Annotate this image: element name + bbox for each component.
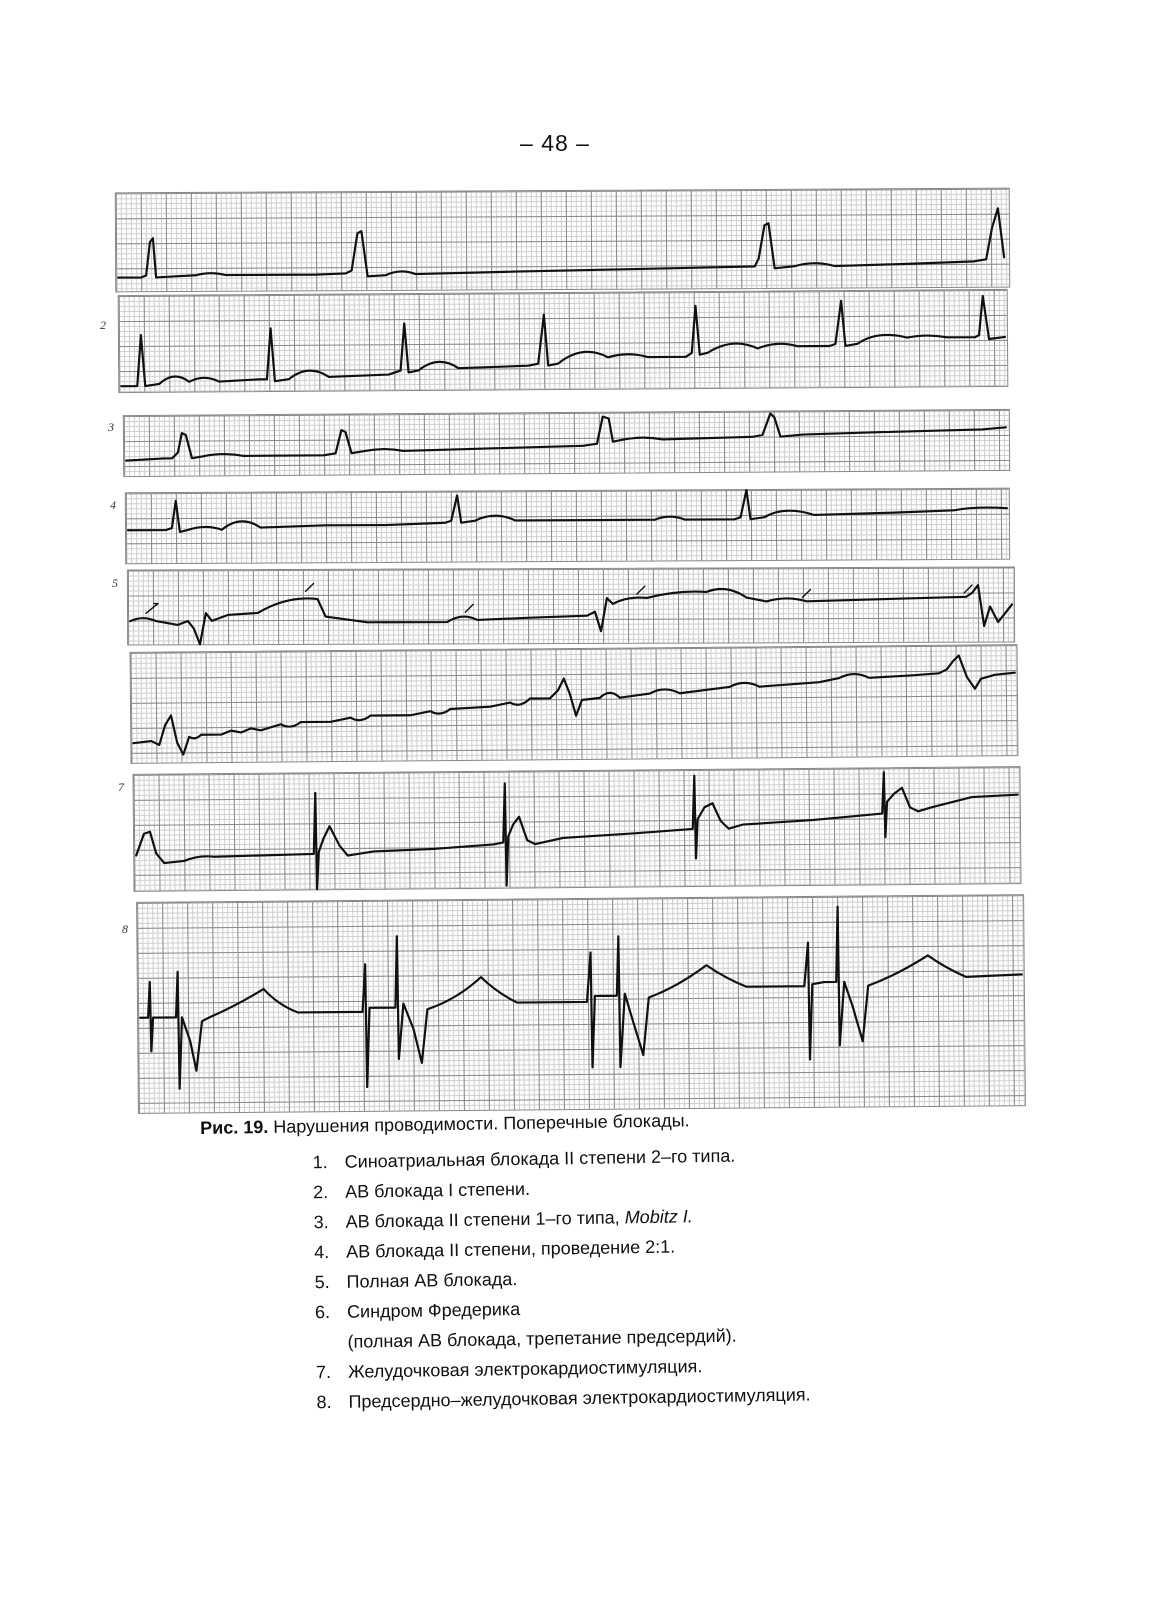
- ecg-waveform: [133, 655, 1016, 755]
- p-wave-arrow: [146, 604, 158, 614]
- ecg-waveform: [128, 489, 1007, 532]
- ecg-trace-3: [124, 410, 1009, 476]
- p-wave-arrow: [637, 586, 645, 594]
- ecg-trace-1: [116, 189, 1010, 292]
- strip-label-5: 5: [112, 576, 118, 590]
- ecg-waveform: [121, 296, 1006, 386]
- ecg-waveform: [126, 412, 1006, 461]
- ecg-strip-7: [133, 766, 1022, 892]
- strip-label-2: 2: [100, 318, 106, 332]
- strip-label-4: 4: [110, 498, 116, 512]
- ecg-trace-6: [131, 645, 1018, 763]
- p-wave-arrow: [802, 590, 810, 598]
- strip-label-8: 8: [122, 922, 128, 936]
- strip-label-7: 7: [118, 780, 124, 794]
- figure-title: Нарушения проводимости. Поперечные блокады.: [273, 1110, 690, 1137]
- ecg-strip-2: [118, 289, 1009, 393]
- p-wave-arrow: [964, 585, 972, 593]
- figure-label: Рис. 19.: [200, 1116, 269, 1138]
- ecg-trace-2: [119, 290, 1008, 392]
- figure-caption: [200, 1104, 1105, 1419]
- ecg-trace-5: [128, 567, 1014, 644]
- ecg-strip-1: [115, 188, 1011, 293]
- p-wave-arrow: [306, 584, 314, 592]
- ecg-waveform: [130, 585, 1012, 645]
- caption-list: [200, 1135, 1104, 1419]
- caption-item-7: 7. Желудочковая электрокардиостимуляция.: [315, 1356, 703, 1383]
- ecg-strip-3: [123, 409, 1010, 477]
- ecg-waveform: [118, 208, 1004, 277]
- strip-label-3: 3: [108, 420, 114, 434]
- ecg-strip-8: [136, 894, 1026, 1114]
- caption-item-6: 6. Синдром Фредерика (полная АВ блокада, трепетание предсердий).: [314, 1298, 737, 1352]
- ecg-strip-6: [130, 644, 1019, 764]
- caption-item-4: 4. АВ блокада II степени, проведение 2:1.: [313, 1236, 676, 1263]
- ecg-trace-4: [126, 489, 1009, 564]
- p-wave-arrow: [465, 604, 473, 612]
- caption-item-8: 8. Предсердно–желудочковая электрокардиостимуляция.: [316, 1384, 811, 1413]
- ecg-waveform: [139, 905, 1023, 1089]
- ecg-strip-5: [127, 566, 1015, 645]
- page-number: – 48 –: [520, 130, 590, 156]
- ecg-strip-4: [125, 488, 1010, 565]
- ecg-trace-8: [137, 895, 1025, 1113]
- caption-item-2: 2. АВ блокада I степени.: [313, 1178, 531, 1203]
- ecg-waveform: [136, 771, 1019, 891]
- caption-item-1: 1. Синоатриальная блокада II степени 2–го типа.: [312, 1145, 736, 1173]
- caption-item-5: 5. Полная АВ блокада.: [314, 1269, 518, 1293]
- ecg-trace-7: [134, 767, 1021, 891]
- caption-item-3: 3. АВ блокада II степени 1–го типа, Mobitz I.: [313, 1206, 693, 1233]
